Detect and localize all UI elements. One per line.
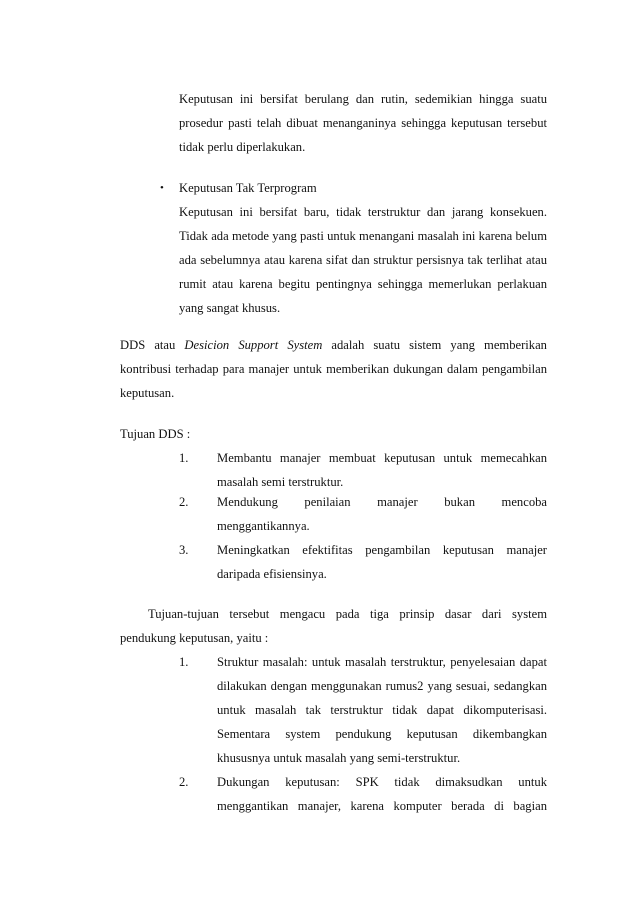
tujuan-item-2-line-1: Mendukung penilaian manajer bukan mencoba (217, 495, 547, 509)
prinsip-item-1-line-5: khususnya untuk masalah yang semi-terstruktur. (217, 751, 461, 765)
tujuan-item-3-num: 3. (179, 543, 189, 557)
prinsip-item-1-line-4: Sementara system pendukung keputusan dikembangkan (217, 727, 547, 741)
bullet-line-2: Tidak ada metode yang pasti untuk menangani masalah ini karena belum (179, 229, 547, 243)
dds-term: Desicion Support System (184, 338, 323, 352)
prinsip-item-2-line-1: Dukungan keputusan: SPK tidak dimaksudkan untuk (217, 775, 547, 789)
dds-line-1-post: adalah suatu sistem yang memberikan (322, 338, 547, 352)
prinsip-item-1-line-1: Struktur masalah: untuk masalah terstruktur, penyelesaian dapat (217, 655, 547, 669)
intro-line-2: prosedur pasti telah dibuat menanganinya sehingga keputusan tersebut (179, 116, 547, 130)
intro-line-3: tidak perlu diperlakukan. (179, 140, 306, 154)
bullet-line-4: rumit atau karena begitu pentingnya sehingga memerlukan perlakuan (179, 277, 547, 291)
prinsip-line-2: pendukung keputusan, yaitu : (120, 631, 269, 645)
intro-line-1: Keputusan ini bersifat berulang dan rutin, sedemikian hingga suatu (179, 92, 547, 106)
tujuan-item-1-line-1: Membantu manajer membuat keputusan untuk memecahkan (217, 451, 547, 465)
dds-line-1-pre: DDS atau (120, 338, 185, 352)
tujuan-item-3-line-2: daripada efisiensinya. (217, 567, 327, 581)
bullet-title: Keputusan Tak Terprogram (179, 181, 317, 195)
bullet-line-3: ada sebelumnya atau karena sifat dan struktur persisnya tak terlihat atau (179, 253, 547, 267)
tujuan-heading: Tujuan DDS : (120, 427, 191, 441)
dds-line-3: keputusan. (120, 386, 175, 400)
prinsip-item-2-num: 2. (179, 775, 189, 789)
prinsip-line-1: Tujuan-tujuan tersebut mengacu pada tiga prinsip dasar dari system (148, 607, 547, 621)
dds-line-1 (120, 337, 547, 353)
tujuan-item-1-num: 1. (179, 451, 189, 465)
bullet-line-1: Keputusan ini bersifat baru, tidak terstruktur dan jarang konsekuen. (179, 205, 547, 219)
prinsip-item-2-line-2: menggantikan manajer, karena komputer berada di bagian (217, 799, 547, 813)
tujuan-item-3-line-1: Meningkatkan efektifitas pengambilan keputusan manajer (217, 543, 547, 557)
prinsip-item-1-line-2: dilakukan dengan menggunakan rumus2 yang sesuai, sedangkan (217, 679, 547, 693)
prinsip-item-1-line-3: untuk masalah tak terstruktur tidak dapat dikomputerisasi. (217, 703, 547, 717)
tujuan-item-2-line-2: menggantikannya. (217, 519, 310, 533)
tujuan-item-2-num: 2. (179, 495, 189, 509)
dds-line-2: kontribusi terhadap para manajer untuk memberikan dukungan dalam pengambilan (120, 362, 547, 376)
bullet-marker: • (160, 182, 164, 194)
prinsip-item-1-num: 1. (179, 655, 189, 669)
tujuan-item-1-line-2: masalah semi terstruktur. (217, 475, 344, 489)
bullet-line-5: yang sangat khusus. (179, 301, 281, 315)
